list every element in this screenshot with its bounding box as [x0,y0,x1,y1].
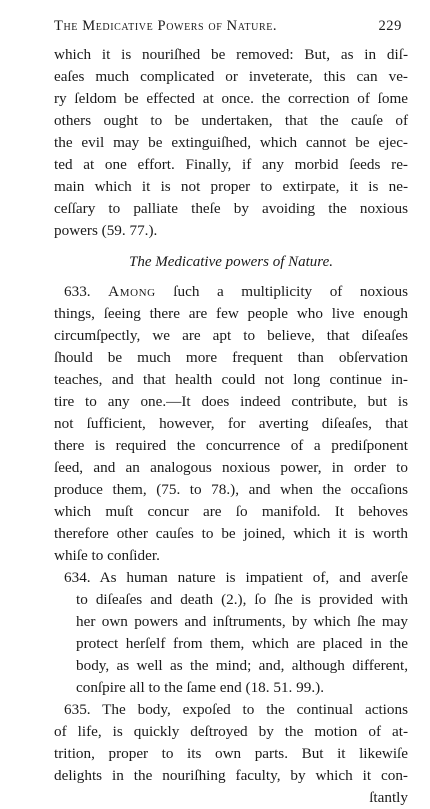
catchword: ſtantly [369,789,408,806]
text-line: circumſpectly, we are apt to believe, that diſeaſes [54,327,408,344]
text-line: not ſufficient, however, for averting diſeaſes, that [54,415,408,432]
paragraph-first-line: 634. As human nature is impatient of, and averſe [64,569,408,586]
page-number: 229 [378,18,402,34]
text-line: conſpire all to the ſame end (18. 51. 99.). [76,679,324,696]
text-line: ceſſary to palliate theſe by avoiding the noxious [54,200,408,217]
text-line: which muſt concur are ſo manifold. It behoves [54,503,408,520]
text-line: delights in the nouriſhing faculty, by which it con- [54,767,408,784]
text-line: of life, is quickly deſtroyed by the motion of at- [54,723,408,740]
text-line: the evil may be extinguiſhed, which cannot be ejec- [54,134,408,151]
text-line: trition, proper to its own parts. But it likewiſe [54,745,408,762]
text-line: powers (59. 77.). [54,222,158,239]
paragraph-first-line: 635. The body, expoſed to the continual actions [64,701,408,718]
text-line: ſeed, and an analogous noxious power, in order to [54,459,408,476]
text-line: things, ſeeing there are few people who live enough [54,305,408,322]
text-line: her own powers and inſtruments, by which ſhe may [76,613,408,630]
small-caps-word: Among [108,283,156,300]
section-heading: The Medicative powers of Nature. [129,254,333,270]
text-line: ted at one effort. Finally, if any morbid ſeeds re- [54,156,408,173]
text-line: teaches, and that health could not long continue in- [54,371,408,388]
running-head [54,18,402,44]
intro-paragraph [54,44,408,242]
running-title: The Medicative Powers of Nature. [54,18,278,34]
text-line: which it is nouriſhed be removed: But, as in diſ- [54,46,408,63]
paragraph-first-line [54,281,408,303]
text-line: others ought to be undertaken, that the cauſe of [54,112,408,129]
paragraph-number: 633. [64,283,91,300]
text-line: whiſe to conſider. [54,547,160,564]
text-line: produce them, (75. to 78.), and when the occaſions [54,481,408,498]
paragraph-633 [54,281,408,567]
paragraph-635 [54,699,408,809]
text-line: body, as well as the mind; and, although different, [76,657,408,674]
text-line: main which it is not proper to extirpate, it is ne- [54,178,408,195]
text-line: there is required the concurrence of a prediſponent [54,437,408,454]
text-fragment: ſuch a multiplicity of noxious [155,283,409,300]
text-line: to diſeaſes and death (2.), ſo ſhe is provided with [76,591,408,608]
paragraph-634 [54,567,408,699]
text-line: ſhould be much more frequent than obſervation [54,349,408,366]
text-line: eaſes much complicated or inveterate, this can ve- [54,68,408,85]
text-line: therefore other cauſes to be joined, which it is worth [54,525,408,542]
text-line: ry ſeldom be effected at once. the correction of ſome [54,90,408,107]
text-line: protect herſelf from them, which are placed in the [76,635,408,652]
text-line: tire to any one.—It does indeed contribute, but is [54,393,408,410]
